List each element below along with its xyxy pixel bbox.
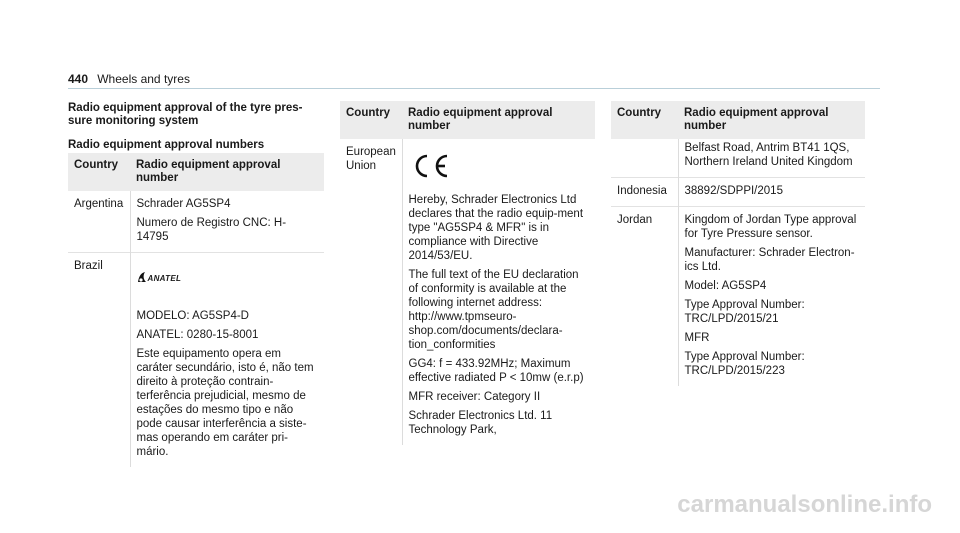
table-row: [68, 191, 324, 253]
approval-cell: [130, 253, 324, 468]
anatel-wordmark: ANATEL: [147, 274, 182, 283]
approval-header: Radio equipment approval number: [678, 101, 865, 139]
approval-text: 38892/SDPPI/2015: [684, 185, 783, 197]
approval-text: Type Approval Number: TRC/LPD/2015/21: [684, 299, 805, 325]
approval-text: Schrader AG5SP4: [136, 198, 231, 210]
approval-text: Este equipamento opera em caráter secundário, isto é, não tem direito à proteção contrain-terferência prejudicial, mesmo de estações do mesmo tipo e não pode causar interferência a siste-mas operando em caráter pri-mário.: [136, 348, 314, 458]
approval-cell: [130, 191, 324, 253]
ce-mark: [411, 153, 590, 183]
approval-cell: [678, 178, 865, 207]
table-row: [611, 207, 865, 387]
anatel-logo: [137, 269, 319, 283]
approval-text: ANATEL: 0280-15-8001: [136, 329, 259, 341]
header-divider: [68, 88, 880, 89]
approval-table-1: [68, 153, 324, 467]
table-row: [340, 139, 595, 445]
country-cell: Indonesia: [611, 178, 678, 207]
approval-text: Type Approval Number: TRC/LPD/2015/223: [684, 351, 805, 377]
table-header-row: [611, 101, 865, 139]
section-title: Wheels and tyres: [97, 72, 190, 86]
country-header: Country: [611, 101, 678, 139]
country-header: Country: [340, 101, 402, 139]
country-header: Country: [68, 153, 130, 191]
country-cell: European Union: [346, 146, 396, 172]
approval-header: Radio equipment approval number: [130, 153, 324, 191]
subsection-heading: Radio equipment approval numbers: [68, 139, 265, 151]
ce-mark-icon: [411, 153, 449, 179]
country-cell: Brazil: [68, 253, 130, 468]
approval-table-2: [340, 101, 595, 445]
approval-cell: [678, 139, 865, 178]
approval-text: Numero de Registro CNC: H-14795: [136, 217, 287, 243]
approval-text: Manufacturer: Schrader Electron-ics Ltd.: [684, 247, 855, 273]
approval-text: Hereby, Schrader Electronics Ltd declares that the radio equip-ment type "AG5SP4 & MFR" is in compliance with Directive 2014/53/EU.: [408, 194, 584, 262]
country-cell: Jordan: [611, 207, 678, 387]
table-row: [611, 139, 865, 178]
approval-table-3: [611, 101, 865, 386]
approval-text: Belfast Road, Antrim BT41 1QS, Northern Ireland United Kingdom: [684, 142, 853, 168]
approval-cell: [678, 207, 865, 387]
page-header: [68, 72, 190, 87]
table-row: [611, 178, 865, 207]
watermark: carmanualsonline.info: [677, 491, 932, 518]
approval-text: GG4: f = 433.92MHz; Maximum effective radiated P < 10mw (e.r.p): [408, 358, 584, 384]
approval-header: Radio equipment approval number: [402, 101, 595, 139]
country-cell: Argentina: [74, 198, 124, 210]
approval-cell: [402, 139, 595, 445]
table-header-row: [340, 101, 595, 139]
anatel-mark-icon: [137, 271, 147, 283]
section-heading: Radio equipment approval of the tyre pres-sure monitoring system: [68, 102, 303, 127]
approval-text: Schrader Electronics Ltd. 11 Technology Park,: [408, 410, 553, 436]
page-number: 440: [68, 72, 89, 86]
table-header-row: [68, 153, 324, 191]
approval-text: MODELO: AG5SP4-D: [136, 310, 249, 322]
approval-text: Kingdom of Jordan Type approval for Tyre Pressure sensor.: [684, 214, 857, 240]
approval-text: The full text of the EU declaration of conformity is available at the following internet address: http://www.tpmseuro-shop.com/documents/declara-tion_conformities: [408, 269, 579, 351]
approval-text: Model: AG5SP4: [684, 280, 767, 292]
approval-text: MFR: [684, 332, 710, 344]
country-cell: [611, 139, 678, 178]
approval-text: MFR receiver: Category II: [408, 391, 541, 403]
table-row: [68, 253, 324, 468]
